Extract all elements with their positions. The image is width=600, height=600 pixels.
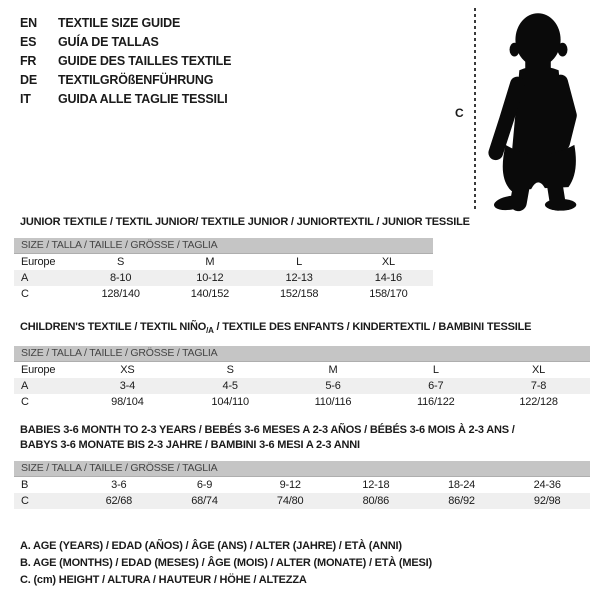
language-row-en <box>20 13 231 32</box>
language-title: GUIDE DES TAILLES TEXTILE <box>58 53 232 68</box>
table-row-height <box>14 493 590 509</box>
language-row-de <box>20 70 231 89</box>
cell: 9-12 <box>279 479 301 491</box>
cell: 98/104 <box>111 396 144 409</box>
cell: 122/128 <box>519 396 558 409</box>
cell: 74/80 <box>276 495 304 507</box>
legend-line-b: B. AGE (MONTHS) / EDAD (MESES) / ÂGE (MOIS) / ALTER (MONATE) / ETÀ (MESI) <box>20 557 432 569</box>
height-measure-label: C <box>455 106 464 120</box>
children-table-section <box>14 320 590 410</box>
language-title: TEXTILGRÖßENFÜHRUNG <box>58 72 214 87</box>
cell: 104/110 <box>211 396 249 409</box>
cell: 7-8 <box>530 380 547 393</box>
row-label: A <box>21 272 29 284</box>
cell: 116/122 <box>417 396 455 409</box>
cell: 18-24 <box>447 479 476 491</box>
cell: 6-9 <box>196 479 213 491</box>
cell: 3-4 <box>119 380 136 393</box>
size-header-bar: SIZE / TALLA / TAILLE / GRÖSSE / TAGLIA <box>14 461 590 477</box>
table-row-height <box>14 286 433 302</box>
cell: 68/74 <box>191 495 218 507</box>
cell: 140/152 <box>190 288 230 300</box>
junior-table-title: JUNIOR TEXTILE / TEXTIL JUNIOR/ TEXTILE JUNIOR / JUNIORTEXTIL / JUNIOR TESSILE <box>20 216 470 228</box>
table-row-age-months <box>14 477 590 493</box>
row-label: B <box>21 479 29 491</box>
cell: 110/116 <box>314 396 352 409</box>
language-code: ES <box>20 34 37 49</box>
language-code: EN <box>20 15 37 30</box>
cell: XS <box>120 364 135 377</box>
language-code: DE <box>20 72 37 87</box>
junior-table-section <box>14 215 470 302</box>
legend-line-c: C. (cm) HEIGHT / ALTURA / HAUTEUR / HÖHE / ALTEZZA <box>20 574 307 586</box>
language-code: FR <box>20 53 37 68</box>
title-subscript: /A <box>206 326 214 336</box>
cell: 158/170 <box>369 288 408 300</box>
legend-line-a: A. AGE (YEARS) / EDAD (AÑOS) / ÂGE (ANS) / ALTER (JAHRE) / ETÀ (ANNI) <box>20 540 402 552</box>
children-table-title: CHILDREN'S TEXTILE / TEXTIL $NIÑO_{/A}$ / TEXTILE DES ENFANTS / KINDERTEXTIL / BAMBINI TESSILE <box>20 321 532 336</box>
cell: M <box>328 364 338 377</box>
cell: 6-7 <box>428 380 444 393</box>
language-title: GUÍA DE TALLAS <box>58 34 159 49</box>
language-title-list <box>20 13 231 108</box>
table-row-age <box>14 270 433 286</box>
height-measure-dashed-line <box>474 8 476 210</box>
legend-block <box>20 538 432 589</box>
cell: 10-12 <box>196 272 224 284</box>
cell: 62/68 <box>105 495 133 507</box>
cell: 3-6 <box>111 479 127 491</box>
language-code: IT <box>20 91 31 106</box>
row-label: Europe <box>21 364 56 377</box>
row-label: A <box>21 380 29 393</box>
table-row-age <box>14 378 590 394</box>
cell: 8-10 <box>110 272 132 284</box>
cell: 12-13 <box>285 272 313 284</box>
babies-table-section <box>14 423 590 509</box>
cell: S <box>117 256 125 268</box>
cell: L <box>296 256 303 268</box>
cell: M <box>205 256 215 268</box>
cell: 14-16 <box>374 272 402 284</box>
table-row-height <box>14 394 590 410</box>
row-label: C <box>21 396 29 409</box>
cell: S <box>226 364 234 377</box>
row-label: C <box>21 495 29 507</box>
cell: 12-18 <box>362 479 390 491</box>
cell: 4-5 <box>222 380 238 393</box>
cell: 5-6 <box>325 380 341 393</box>
cell: 86/92 <box>448 495 475 507</box>
cell: 128/140 <box>101 288 140 300</box>
cell: XL <box>381 256 395 268</box>
size-header-bar: SIZE / TALLA / TAILLE / GRÖSSE / TAGLIA <box>14 346 590 362</box>
row-label: Europe <box>21 256 56 268</box>
table-row-europe <box>14 362 590 378</box>
babies-table-title-line2: BABYS 3-6 MONATE BIS 2-3 JAHRE / BAMBINI 3-6 MESI A 2-3 ANNI <box>20 439 360 451</box>
cell: XL <box>532 364 546 377</box>
size-header-bar: SIZE / TALLA / TAILLE / GRÖSSE / TAGLIA <box>14 238 433 254</box>
babies-table-title-line1: BABIES 3-6 MONTH TO 2-3 YEARS / BEBÉS 3-6 MESES A 2-3 AÑOS / BÉBÉS 3-6 MOIS À 2-3 ANS / <box>20 424 515 436</box>
cell: 80/86 <box>362 495 390 507</box>
toddler-silhouette-icon <box>484 8 594 212</box>
language-title: TEXTILE SIZE GUIDE <box>58 15 181 30</box>
cell: L <box>432 364 439 377</box>
cell: 24-36 <box>533 479 561 491</box>
row-label: C <box>21 288 29 300</box>
table-row-europe <box>14 254 433 270</box>
cell: 92/98 <box>533 495 561 507</box>
language-row-it <box>20 89 231 108</box>
language-title: GUIDA ALLE TAGLIE TESSILI <box>58 91 228 106</box>
language-row-es <box>20 32 231 51</box>
language-row-fr <box>20 51 231 70</box>
cell: 152/158 <box>279 288 319 300</box>
